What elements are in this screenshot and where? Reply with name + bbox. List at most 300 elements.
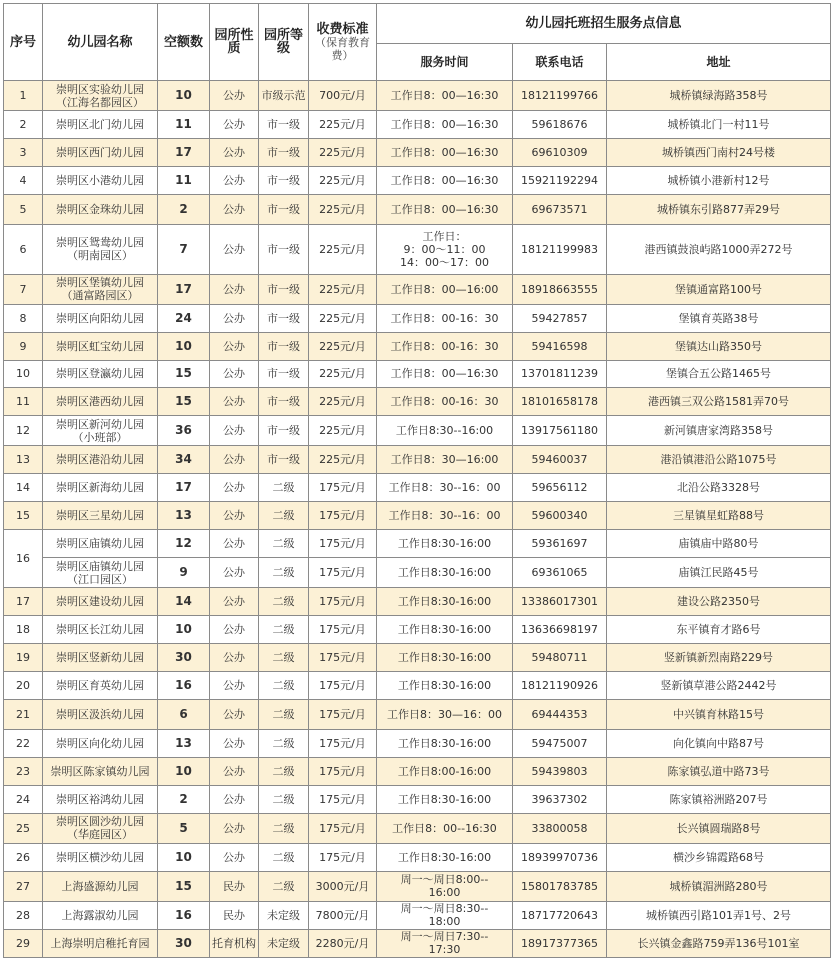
- cell-service-time: 工作日8：00—16:00: [377, 274, 513, 304]
- table-row: [4, 929, 831, 957]
- cell-index: 24: [4, 785, 43, 813]
- cell-service-time: 工作日8：00-16：30: [377, 388, 513, 416]
- header-fee: [309, 4, 377, 81]
- cell-vacancies: 34: [158, 446, 210, 474]
- cell-kindergarten-name: 崇明区汲浜幼儿园: [43, 700, 158, 730]
- cell-vacancies: 17: [158, 474, 210, 502]
- cell-phone: 69444353: [513, 700, 607, 730]
- cell-kindergarten-name: 上海崇明启稚托育园: [43, 929, 158, 957]
- cell-index: 14: [4, 474, 43, 502]
- cell-vacancies: 15: [158, 871, 210, 901]
- cell-service-time: 工作日8:30-16:00: [377, 843, 513, 871]
- cell-service-time: 工作日8：00--16:30: [377, 813, 513, 843]
- cell-vacancies: 9: [158, 558, 210, 588]
- cell-vacancies: 16: [158, 901, 210, 929]
- kindergarten-enrollment-table: [3, 3, 831, 958]
- cell-address: 中兴镇育林路15号: [607, 700, 831, 730]
- cell-fee: 175元/月: [309, 672, 377, 700]
- cell-vacancies: 5: [158, 813, 210, 843]
- cell-address: 庙镇江民路45号: [607, 558, 831, 588]
- cell-index: 25: [4, 813, 43, 843]
- cell-address: 城桥镇北门一村11号: [607, 111, 831, 139]
- table-row: [4, 530, 831, 558]
- cell-vacancies: 14: [158, 588, 210, 616]
- cell-address: 三星镇星虹路88号: [607, 502, 831, 530]
- cell-nature: 民办: [210, 901, 259, 929]
- cell-service-time: 周一～周日7:30-- 17:30: [377, 929, 513, 957]
- cell-level: 二级: [259, 474, 309, 502]
- cell-level: 市一级: [259, 304, 309, 332]
- cell-phone: 18918663555: [513, 274, 607, 304]
- cell-fee: 225元/月: [309, 166, 377, 194]
- cell-kindergarten-name: 崇明区长江幼儿园: [43, 616, 158, 644]
- cell-kindergarten-name: 上海盛源幼儿园: [43, 871, 158, 901]
- header-fee-title: 收费标准: [316, 21, 369, 37]
- table-row: [4, 274, 831, 304]
- cell-fee: 175元/月: [309, 588, 377, 616]
- header-level: 园所等级: [259, 4, 309, 81]
- cell-service-time: 工作日8:30-16:00: [377, 530, 513, 558]
- table-row: [4, 304, 831, 332]
- table-row: [4, 700, 831, 730]
- cell-nature: 公办: [210, 843, 259, 871]
- cell-service-time: 工作日8:30-16:00: [377, 672, 513, 700]
- cell-kindergarten-name: 崇明区竖新幼儿园: [43, 644, 158, 672]
- cell-address: 港西镇鼓浪屿路1000弄272号: [607, 224, 831, 274]
- header-nature: 园所性质: [210, 4, 259, 81]
- cell-kindergarten-name: 崇明区港沿幼儿园: [43, 446, 158, 474]
- cell-phone: 18121199983: [513, 224, 607, 274]
- cell-nature: 公办: [210, 730, 259, 758]
- cell-phone: 18121190926: [513, 672, 607, 700]
- table-row: [4, 81, 831, 111]
- cell-kindergarten-name: 崇明区虹宝幼儿园: [43, 332, 158, 360]
- cell-vacancies: 16: [158, 672, 210, 700]
- cell-level: 二级: [259, 730, 309, 758]
- cell-address: 城桥镇湄洲路280号: [607, 871, 831, 901]
- cell-nature: 公办: [210, 224, 259, 274]
- cell-vacancies: 15: [158, 388, 210, 416]
- cell-level: 市级示范: [259, 81, 309, 111]
- cell-address: 陈家镇弘道中路73号: [607, 758, 831, 786]
- cell-phone: 59475007: [513, 730, 607, 758]
- cell-index: 1: [4, 81, 43, 111]
- cell-index: 29: [4, 929, 43, 957]
- header-index: 序号: [4, 4, 43, 81]
- cell-fee: 175元/月: [309, 813, 377, 843]
- cell-vacancies: 10: [158, 332, 210, 360]
- cell-address: 北沿公路3328号: [607, 474, 831, 502]
- cell-service-time: 工作日8:30--16:00: [377, 416, 513, 446]
- cell-service-time: 工作日8:30-16:00: [377, 644, 513, 672]
- cell-phone: 13917561180: [513, 416, 607, 446]
- cell-phone: 13636698197: [513, 616, 607, 644]
- cell-fee: 225元/月: [309, 111, 377, 139]
- cell-vacancies: 12: [158, 530, 210, 558]
- cell-level: 二级: [259, 530, 309, 558]
- cell-address: 庙镇庙中路80号: [607, 530, 831, 558]
- cell-fee: 700元/月: [309, 81, 377, 111]
- cell-service-time: 工作日8：30—16：00: [377, 700, 513, 730]
- cell-fee: 175元/月: [309, 530, 377, 558]
- cell-fee: 225元/月: [309, 388, 377, 416]
- table-row: [4, 360, 831, 388]
- cell-service-time: 工作日8：00—16:30: [377, 138, 513, 166]
- cell-kindergarten-name: 崇明区育英幼儿园: [43, 672, 158, 700]
- cell-fee: 225元/月: [309, 224, 377, 274]
- cell-index: 22: [4, 730, 43, 758]
- cell-nature: 公办: [210, 388, 259, 416]
- cell-address: 堡镇育英路38号: [607, 304, 831, 332]
- cell-index: 8: [4, 304, 43, 332]
- cell-vacancies: 30: [158, 644, 210, 672]
- cell-level: 未定级: [259, 901, 309, 929]
- cell-service-time: 工作日8:30-16:00: [377, 588, 513, 616]
- cell-nature: 公办: [210, 672, 259, 700]
- table-body: [4, 81, 831, 958]
- cell-nature: 公办: [210, 332, 259, 360]
- cell-vacancies: 2: [158, 785, 210, 813]
- cell-nature: 公办: [210, 138, 259, 166]
- cell-phone: 59416598: [513, 332, 607, 360]
- cell-nature: 公办: [210, 616, 259, 644]
- cell-kindergarten-name: 崇明区港西幼儿园: [43, 388, 158, 416]
- header-phone: 联系电话: [513, 44, 607, 81]
- table-row: [4, 224, 831, 274]
- header-fee-subtitle: （保育教育费）: [315, 35, 370, 62]
- table-row: [4, 616, 831, 644]
- cell-level: 二级: [259, 700, 309, 730]
- cell-fee: 3000元/月: [309, 871, 377, 901]
- cell-fee: 7800元/月: [309, 901, 377, 929]
- cell-kindergarten-name: 崇明区向阳幼儿园: [43, 304, 158, 332]
- cell-level: 二级: [259, 616, 309, 644]
- table-row: [4, 813, 831, 843]
- cell-phone: 33800058: [513, 813, 607, 843]
- cell-nature: 公办: [210, 588, 259, 616]
- cell-level: 二级: [259, 813, 309, 843]
- cell-phone: 69361065: [513, 558, 607, 588]
- cell-kindergarten-name: 崇明区陈家镇幼儿园: [43, 758, 158, 786]
- cell-kindergarten-name: 崇明区庙镇幼儿园 （江口园区）: [43, 558, 158, 588]
- cell-kindergarten-name: 崇明区三星幼儿园: [43, 502, 158, 530]
- cell-index: 13: [4, 446, 43, 474]
- cell-address: 竖新镇新烈南路229号: [607, 644, 831, 672]
- cell-phone: 13386017301: [513, 588, 607, 616]
- cell-nature: 公办: [210, 813, 259, 843]
- header-service-time: 服务时间: [377, 44, 513, 81]
- cell-nature: 民办: [210, 871, 259, 901]
- cell-nature: 公办: [210, 304, 259, 332]
- cell-vacancies: 6: [158, 700, 210, 730]
- cell-index: 12: [4, 416, 43, 446]
- cell-kindergarten-name: 崇明区西门幼儿园: [43, 138, 158, 166]
- cell-level: 市一级: [259, 166, 309, 194]
- cell-address: 港沿镇港沿公路1075号: [607, 446, 831, 474]
- cell-kindergarten-name: 崇明区堡镇幼儿园 （通富路园区）: [43, 274, 158, 304]
- cell-service-time: 工作日8:30-16:00: [377, 785, 513, 813]
- cell-address: 城桥镇西门南村24号楼: [607, 138, 831, 166]
- cell-kindergarten-name: 崇明区建设幼儿园: [43, 588, 158, 616]
- cell-level: 市一级: [259, 138, 309, 166]
- cell-level: 二级: [259, 758, 309, 786]
- cell-address: 长兴镇圆瑞路8号: [607, 813, 831, 843]
- cell-index: 7: [4, 274, 43, 304]
- header-name: 幼儿园名称: [43, 4, 158, 81]
- cell-kindergarten-name: 崇明区登瀛幼儿园: [43, 360, 158, 388]
- cell-service-time: 工作日8:30-16:00: [377, 730, 513, 758]
- cell-address: 长兴镇金鑫路759弄136号101室: [607, 929, 831, 957]
- cell-vacancies: 17: [158, 138, 210, 166]
- cell-kindergarten-name: 崇明区庙镇幼儿园: [43, 530, 158, 558]
- cell-index: 3: [4, 138, 43, 166]
- cell-service-time: 工作日8：30--16：00: [377, 502, 513, 530]
- cell-level: 二级: [259, 672, 309, 700]
- table-row: [4, 166, 831, 194]
- cell-fee: 175元/月: [309, 644, 377, 672]
- cell-fee: 225元/月: [309, 446, 377, 474]
- cell-nature: 公办: [210, 700, 259, 730]
- table-row: [4, 644, 831, 672]
- cell-nature: 公办: [210, 758, 259, 786]
- table-row: [4, 588, 831, 616]
- cell-fee: 175元/月: [309, 616, 377, 644]
- cell-kindergarten-name: 崇明区金珠幼儿园: [43, 194, 158, 224]
- cell-phone: 59439803: [513, 758, 607, 786]
- cell-index: 28: [4, 901, 43, 929]
- cell-service-time: 周一～周日8:00-- 16:00: [377, 871, 513, 901]
- cell-index: 26: [4, 843, 43, 871]
- cell-fee: 225元/月: [309, 360, 377, 388]
- cell-service-time: 工作日8：00—16:30: [377, 111, 513, 139]
- table-row: [4, 558, 831, 588]
- cell-index: 5: [4, 194, 43, 224]
- cell-vacancies: 10: [158, 616, 210, 644]
- cell-service-time: 工作日8:00-16:00: [377, 758, 513, 786]
- table-row: [4, 388, 831, 416]
- cell-nature: 公办: [210, 474, 259, 502]
- cell-fee: 175元/月: [309, 758, 377, 786]
- cell-vacancies: 11: [158, 166, 210, 194]
- cell-index: 21: [4, 700, 43, 730]
- cell-nature: 公办: [210, 502, 259, 530]
- table-row: [4, 474, 831, 502]
- cell-service-time: 工作日8：30--16：00: [377, 474, 513, 502]
- table-row: [4, 672, 831, 700]
- cell-nature: 公办: [210, 416, 259, 446]
- table-row: [4, 111, 831, 139]
- cell-phone: 59427857: [513, 304, 607, 332]
- cell-index: 23: [4, 758, 43, 786]
- header-vacancies: 空额数: [158, 4, 210, 81]
- cell-service-time: 工作日8：00—16:30: [377, 194, 513, 224]
- cell-phone: 13701811239: [513, 360, 607, 388]
- cell-kindergarten-name: 崇明区向化幼儿园: [43, 730, 158, 758]
- cell-fee: 175元/月: [309, 843, 377, 871]
- cell-kindergarten-name: 崇明区裕鸿幼儿园: [43, 785, 158, 813]
- cell-address: 新河镇唐家湾路358号: [607, 416, 831, 446]
- cell-service-time: 工作日： 9：00～11：00 14：00～17：00: [377, 224, 513, 274]
- cell-phone: 15921192294: [513, 166, 607, 194]
- cell-nature: 托育机构: [210, 929, 259, 957]
- cell-level: 未定级: [259, 929, 309, 957]
- cell-nature: 公办: [210, 446, 259, 474]
- cell-fee: 225元/月: [309, 304, 377, 332]
- cell-kindergarten-name: 崇明区新海幼儿园: [43, 474, 158, 502]
- cell-index: 6: [4, 224, 43, 274]
- cell-fee: 225元/月: [309, 274, 377, 304]
- table-row: [4, 843, 831, 871]
- cell-service-time: 工作日8：00—16:30: [377, 166, 513, 194]
- cell-address: 陈家镇裕洲路207号: [607, 785, 831, 813]
- cell-fee: 2280元/月: [309, 929, 377, 957]
- cell-level: 市一级: [259, 360, 309, 388]
- cell-phone: 59600340: [513, 502, 607, 530]
- cell-kindergarten-name: 崇明区圆沙幼儿园 （华庭园区）: [43, 813, 158, 843]
- cell-fee: 175元/月: [309, 785, 377, 813]
- cell-nature: 公办: [210, 785, 259, 813]
- cell-index: 17: [4, 588, 43, 616]
- cell-address: 城桥镇西引路101弄1号、2号: [607, 901, 831, 929]
- cell-fee: 225元/月: [309, 332, 377, 360]
- cell-nature: 公办: [210, 558, 259, 588]
- cell-address: 城桥镇绿海路358号: [607, 81, 831, 111]
- cell-address: 向化镇向中路87号: [607, 730, 831, 758]
- cell-phone: 18939970736: [513, 843, 607, 871]
- cell-fee: 225元/月: [309, 194, 377, 224]
- cell-kindergarten-name: 崇明区横沙幼儿园: [43, 843, 158, 871]
- header-address: 地址: [607, 44, 831, 81]
- cell-fee: 175元/月: [309, 558, 377, 588]
- cell-index: 4: [4, 166, 43, 194]
- cell-service-time: 工作日8：00-16：30: [377, 332, 513, 360]
- cell-vacancies: 2: [158, 194, 210, 224]
- cell-fee: 175元/月: [309, 474, 377, 502]
- cell-vacancies: 11: [158, 111, 210, 139]
- cell-vacancies: 10: [158, 81, 210, 111]
- cell-index: 2: [4, 111, 43, 139]
- cell-phone: 18101658178: [513, 388, 607, 416]
- cell-nature: 公办: [210, 274, 259, 304]
- cell-service-time: 工作日8：00-16：30: [377, 304, 513, 332]
- cell-phone: 69610309: [513, 138, 607, 166]
- cell-kindergarten-name: 崇明区新河幼儿园 （小班部）: [43, 416, 158, 446]
- cell-level: 二级: [259, 871, 309, 901]
- cell-vacancies: 17: [158, 274, 210, 304]
- cell-level: 二级: [259, 785, 309, 813]
- cell-phone: 39637302: [513, 785, 607, 813]
- cell-kindergarten-name: 崇明区实验幼儿园 （江海名都园区）: [43, 81, 158, 111]
- cell-fee: 175元/月: [309, 730, 377, 758]
- cell-address: 堡镇通富路100号: [607, 274, 831, 304]
- cell-address: 堡镇达山路350号: [607, 332, 831, 360]
- cell-vacancies: 30: [158, 929, 210, 957]
- table-row: [4, 138, 831, 166]
- cell-address: 建设公路2350号: [607, 588, 831, 616]
- cell-kindergarten-name: 上海露淑幼儿园: [43, 901, 158, 929]
- cell-address: 堡镇合五公路1465号: [607, 360, 831, 388]
- cell-vacancies: 10: [158, 843, 210, 871]
- cell-index: 15: [4, 502, 43, 530]
- cell-fee: 175元/月: [309, 502, 377, 530]
- cell-vacancies: 24: [158, 304, 210, 332]
- cell-phone: 69673571: [513, 194, 607, 224]
- cell-level: 二级: [259, 558, 309, 588]
- cell-level: 二级: [259, 502, 309, 530]
- cell-nature: 公办: [210, 111, 259, 139]
- cell-vacancies: 15: [158, 360, 210, 388]
- cell-service-time: 工作日8：00—16:30: [377, 360, 513, 388]
- cell-kindergarten-name: 崇明区北门幼儿园: [43, 111, 158, 139]
- cell-phone: 59460037: [513, 446, 607, 474]
- cell-fee: 225元/月: [309, 416, 377, 446]
- cell-level: 二级: [259, 843, 309, 871]
- cell-level: 市一级: [259, 416, 309, 446]
- table-row: [4, 730, 831, 758]
- cell-level: 二级: [259, 588, 309, 616]
- cell-phone: 59618676: [513, 111, 607, 139]
- cell-phone: 15801783785: [513, 871, 607, 901]
- table-row: [4, 785, 831, 813]
- cell-nature: 公办: [210, 81, 259, 111]
- cell-kindergarten-name: 崇明区鸳鸯幼儿园 （明南园区）: [43, 224, 158, 274]
- cell-level: 市一级: [259, 111, 309, 139]
- cell-index: 18: [4, 616, 43, 644]
- table-row: [4, 446, 831, 474]
- cell-level: 二级: [259, 644, 309, 672]
- table-row: [4, 502, 831, 530]
- table-row: [4, 332, 831, 360]
- cell-service-time: 周一～周日8:30-- 18:00: [377, 901, 513, 929]
- cell-level: 市一级: [259, 446, 309, 474]
- cell-nature: 公办: [210, 166, 259, 194]
- cell-level: 市一级: [259, 388, 309, 416]
- table-row: [4, 871, 831, 901]
- cell-nature: 公办: [210, 644, 259, 672]
- cell-vacancies: 7: [158, 224, 210, 274]
- cell-vacancies: 36: [158, 416, 210, 446]
- header-service-group: 幼儿园托班招生服务点信息: [377, 4, 831, 44]
- cell-fee: 175元/月: [309, 700, 377, 730]
- cell-nature: 公办: [210, 360, 259, 388]
- cell-phone: 18121199766: [513, 81, 607, 111]
- cell-nature: 公办: [210, 194, 259, 224]
- cell-address: 横沙乡锦霞路68号: [607, 843, 831, 871]
- table-row: [4, 758, 831, 786]
- cell-address: 城桥镇小港新村12号: [607, 166, 831, 194]
- cell-level: 市一级: [259, 224, 309, 274]
- cell-phone: 18917377365: [513, 929, 607, 957]
- cell-phone: 59656112: [513, 474, 607, 502]
- cell-index: 27: [4, 871, 43, 901]
- cell-nature: 公办: [210, 530, 259, 558]
- cell-address: 东平镇育才路6号: [607, 616, 831, 644]
- cell-address: 港西镇三双公路1581弄70号: [607, 388, 831, 416]
- cell-address: 城桥镇东引路877弄29号: [607, 194, 831, 224]
- cell-level: 市一级: [259, 194, 309, 224]
- cell-index: 16: [4, 530, 43, 588]
- cell-phone: 59361697: [513, 530, 607, 558]
- cell-level: 市一级: [259, 332, 309, 360]
- cell-vacancies: 13: [158, 502, 210, 530]
- cell-service-time: 工作日8：30—16:00: [377, 446, 513, 474]
- cell-phone: 59480711: [513, 644, 607, 672]
- cell-service-time: 工作日8：00—16:30: [377, 81, 513, 111]
- cell-level: 市一级: [259, 274, 309, 304]
- cell-kindergarten-name: 崇明区小港幼儿园: [43, 166, 158, 194]
- table-row: [4, 416, 831, 446]
- table-row: [4, 194, 831, 224]
